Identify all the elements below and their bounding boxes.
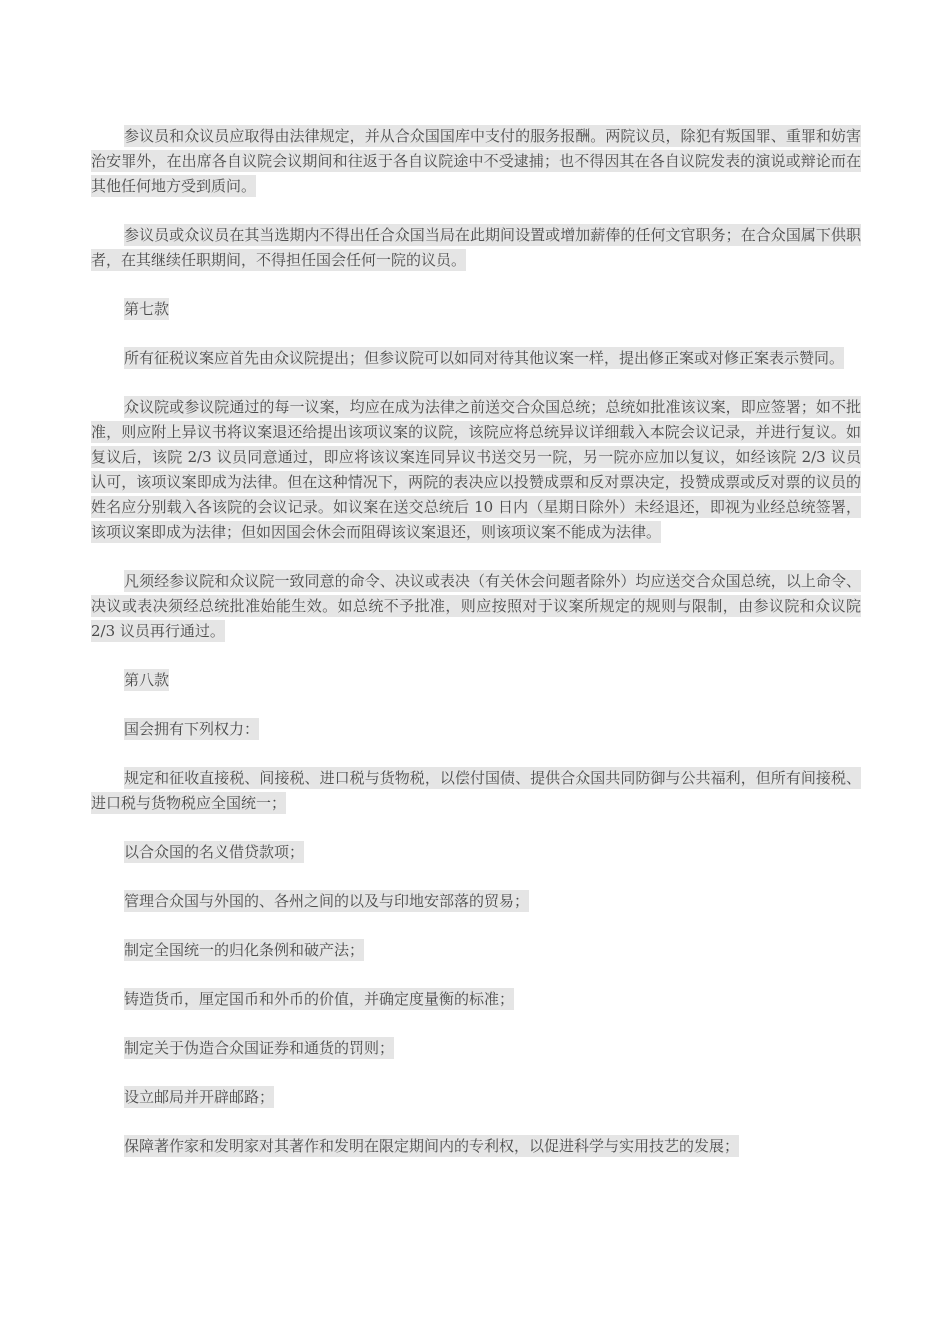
- list-item-coinage: 铸造货币，厘定国币和外币的价值，并确定度量衡的标准；: [124, 990, 515, 1008]
- paragraph-powers-intro: 国会拥有下列权力：: [124, 720, 260, 738]
- paragraph-orders-resolutions: 凡须经参议院和众议院一致同意的命令、决议或表决（有关休会问题者除外）均应送交合众国总统，以上命令、决议或表决须经总统批准始能生效。如总统不予批准，则应按照对于议案所规定的规则与限制，由参议院和众议院 2/3 议员再行通过。: [91, 572, 861, 640]
- list-item-counterfeiting: 制定关于伪造合众国证券和通货的罚则；: [124, 1039, 395, 1057]
- list-item-borrowing: 以合众国的名义借贷款项；: [124, 843, 305, 861]
- list-item-commerce: 管理合众国与外国的、各州之间的以及与印地安部落的贸易；: [124, 892, 530, 910]
- list-item-patents: 保障著作家和发明家对其著作和发明在限定期间内的专利权，以促进科学与实用技艺的发展；: [124, 1137, 740, 1155]
- paragraph-office-restriction: 参议员或众议员在其当选期内不得出任合众国当局在此期间设置或增加薪俸的任何文官职务；在合众国属下供职者，在其继续任职期间，不得担任国会任何一院的议员。: [91, 226, 861, 269]
- paragraph-revenue-bills: 所有征税议案应首先由众议院提出；但参议院可以如同对待其他议案一样，提出修正案或对修正案表示赞同。: [124, 349, 845, 367]
- section-heading-7: 第七款: [124, 300, 170, 318]
- list-item-naturalization: 制定全国统一的归化条例和破产法；: [124, 941, 365, 959]
- paragraph-presidential-approval: 众议院或参议院通过的每一议案，均应在成为法律之前送交合众国总统；总统如批准该议案，即应签署；如不批准，则应附上异议书将议案退还给提出该项议案的议院，该院应将总统异议详细载入本院会议记录，并进行复议。如复议后，该院 2/3 议员同意通过，即应将该议案连同异议书送交另一院，另一院亦应加以复议，如经该院 2/3 议员认可，该项议案即成为法律。但在这种情况下，两院的表决应以投赞成票和反对票决定，投赞成票或反对票的议员的姓名应分别载入各该院的会议记录。如议案在送交总统后 10 日内（星期日除外）未经退还，即视为业经总统签署，该项议案即成为法律；但如因国会休会而阻碍该议案退还，则该项议案不能成为法律。: [91, 398, 861, 541]
- document-page: [91, 124, 861, 1183]
- section-heading-8: 第八款: [124, 671, 170, 689]
- list-item-taxation: 规定和征收直接税、间接税、进口税与货物税，以偿付国债、提供合众国共同防御与公共福利，但所有间接税、进口税与货物税应全国统一；: [91, 769, 861, 812]
- paragraph-compensation: 参议员和众议员应取得由法律规定，并从合众国国库中支付的服务报酬。两院议员，除犯有叛国罪、重罪和妨害治安罪外，在出席各自议院会议期间和往返于各自议院途中不受逮捕；也不得因其在各自议院发表的演说或辩论而在其他任何地方受到质问。: [91, 127, 861, 195]
- list-item-post-offices: 设立邮局并开辟邮路；: [124, 1088, 275, 1106]
